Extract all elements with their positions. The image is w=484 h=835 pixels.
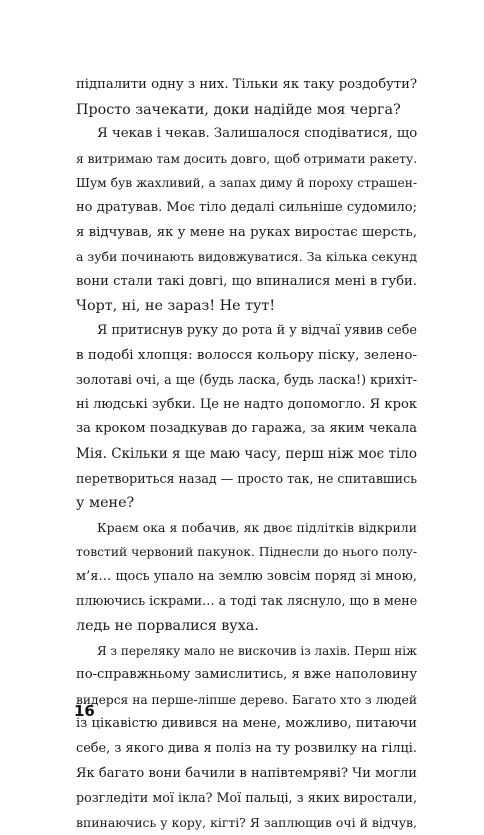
text-line: ні людські зубки. Це не надто допомогло. Я крок — [76, 396, 418, 412]
text-line: підпалити одну з них. Тільки як таку роздобути? — [76, 77, 417, 92]
text-line: я відчував, як у мене на руках виростає шерсть, — [76, 224, 417, 240]
text-line: розгледіти мої ікла? Мої пальці, з яких виростали, — [76, 790, 417, 806]
text-line: а зуби починають видовжуватися. За кілька секунд — [76, 249, 418, 265]
text-line: перетвориться назад — просто так, не спитавшись — [76, 470, 418, 486]
text-line: товстий червоний пакунок. Піднесли до нього полу- — [76, 545, 418, 560]
text-line: плюючись іскрами… а тоді так ляснуло, що в мене — [76, 593, 418, 609]
text-line: по-справжньому замислитись, я вже наполовину — [76, 667, 418, 683]
text-line: впинаючись у кору, кігті? Я заплющив очі й відчув, — [76, 814, 417, 830]
text-line: Мія. Скільки я ще маю часу, перш ніж моє тіло — [76, 445, 417, 462]
text-line: Шум був жахливий, а запах диму й пороху страшен- — [76, 176, 417, 191]
text-line: ледь не порвалися вуха. — [76, 618, 259, 635]
text-line: я витримаю там досить довго, щоб отримати ракету. — [76, 151, 418, 166]
text-line: Краєм ока я побачив, як двоє підлітків відкрили — [97, 519, 417, 535]
text-line: за кроком позадкував до гаража, за яким чекала — [76, 421, 417, 437]
text-line: Чорт, ні, не зараз! Не тут! — [76, 298, 276, 315]
text-line: в подобі хлопця: волосся кольору піску, зелено- — [76, 347, 417, 363]
text-line: м’я… щось упало на землю зовсім поряд зі мною, — [76, 568, 417, 584]
text-line: із цікавістю дивився на мене, можливо, питаючи — [76, 716, 417, 732]
text-line: видерся на перше-ліпше дерево. Багато хто з людей — [76, 692, 417, 707]
page-text-block — [76, 73, 417, 835]
text-line: Я з переляку мало не вискочив із лахів. Перш ніж — [97, 643, 417, 658]
text-line: себе, з якого дива я поліз на ту розвилку на гілці. — [76, 741, 417, 757]
page-number: 16 — [74, 702, 95, 720]
text-line: золотаві очі, а ще (будь ласка, будь ласка!) крихіт- — [76, 372, 417, 388]
text-line: Як багато вони бачили в напівтемряві? Чи могли — [76, 765, 417, 781]
text-line: Я чекав і чекав. Залишалося сподіватися, що — [97, 126, 418, 142]
text-line: но дратував. Моє тіло дедалі сильніше судомило; — [76, 199, 417, 215]
text-line: вони стали такі довгі, що впиналися мені в губи. — [76, 273, 417, 289]
text-line: у мене? — [76, 495, 135, 512]
text-line: Просто зачекати, доки надійде моя черга? — [76, 101, 401, 118]
text-line: Я притиснув руку до рота й у відчаї уявив себе — [97, 322, 417, 338]
